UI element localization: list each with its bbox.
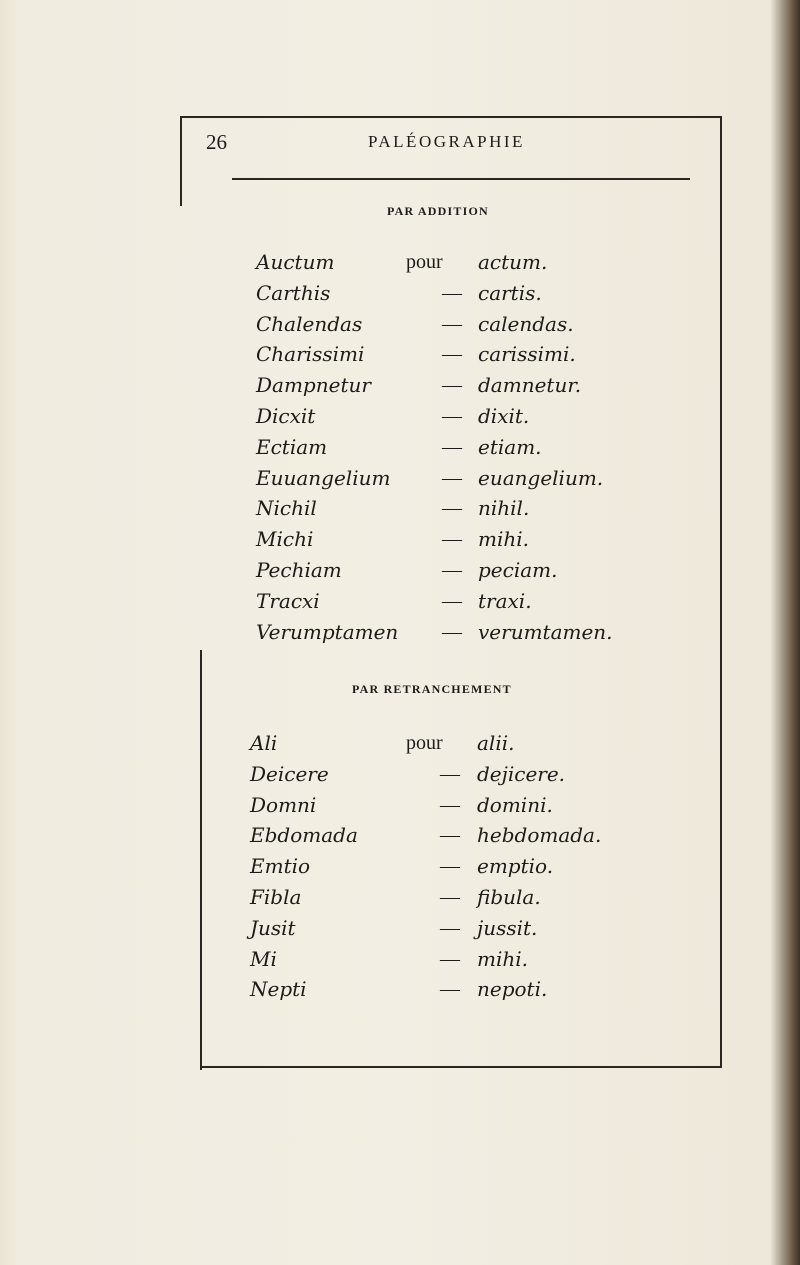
entry-gloss: cartis.	[478, 280, 542, 305]
entry-gloss: etiam.	[478, 434, 542, 459]
entry-gloss: emptio.	[477, 854, 554, 879]
entry-term: Emtio	[250, 854, 311, 879]
entry-dash: —	[442, 589, 462, 612]
entry-gloss: peciam.	[478, 558, 558, 582]
entry-dash: —	[442, 497, 462, 520]
entry-term: Michi	[256, 527, 314, 552]
entry-term: Mi	[250, 946, 277, 971]
entry-gloss: dixit.	[478, 404, 530, 428]
entry-gloss: dejicere.	[477, 761, 566, 786]
entry-term: Chalendas	[256, 311, 363, 336]
entry-gloss: jussit.	[477, 915, 538, 940]
entry-dash: —	[440, 793, 460, 816]
entry-dash: —	[440, 824, 460, 847]
entry-term: Pechiam	[256, 558, 342, 582]
entry-term: Dicxit	[256, 404, 316, 428]
entry-term: Charissimi	[256, 342, 365, 367]
entry-dash: —	[442, 435, 462, 458]
entry-term: Verumptamen	[256, 619, 399, 644]
entry-term: Jusit	[250, 915, 296, 940]
frame-border-bottom	[200, 1066, 722, 1068]
header-rule	[232, 178, 690, 180]
section-title-retranchement: PAR RETRANCHEMENT	[352, 682, 512, 696]
entry-dash: —	[442, 405, 462, 427]
entry-gloss: damnetur.	[478, 373, 582, 398]
entry-term: Tracxi	[256, 588, 320, 613]
entry-dash: —	[442, 312, 462, 335]
entry-dash: —	[440, 886, 460, 908]
entry-term: Dampnetur	[256, 373, 371, 398]
page-number: 26	[206, 130, 227, 154]
entry-dash: —	[442, 559, 462, 581]
entry-gloss: traxi.	[478, 588, 532, 613]
running-head: PALÉOGRAPHIE	[368, 132, 525, 151]
section-title-addition: PAR ADDITION	[387, 204, 489, 218]
entry-dash: —	[442, 343, 462, 366]
entry-gloss: domini.	[477, 792, 553, 817]
entry-term: Deicere	[250, 761, 329, 786]
entry-gloss: mihi.	[477, 946, 528, 971]
entry-gloss: fibula.	[477, 885, 541, 909]
entry-term: Ebdomada	[250, 823, 358, 848]
frame-border-left-upper	[180, 116, 182, 206]
entry-term: Ali	[250, 731, 278, 755]
entry-term: Nichil	[256, 496, 317, 521]
entry-dash: —	[440, 762, 460, 785]
entry-term: Domni	[250, 792, 317, 817]
entry-term: Auctum	[256, 250, 335, 274]
entry-dash: —	[440, 916, 460, 939]
entry-gloss: carissimi.	[478, 342, 576, 367]
frame-border-left-lower	[200, 650, 202, 1070]
entry-term: Fibla	[250, 885, 302, 909]
entry-gloss: actum.	[478, 250, 548, 274]
entry-connector-pour: pour	[406, 251, 443, 273]
entry-dash: —	[442, 528, 462, 551]
entry-gloss: hebdomada.	[477, 823, 602, 848]
entry-dash: —	[440, 855, 460, 878]
entry-term: Ectiam	[256, 434, 328, 459]
entry-dash: —	[442, 466, 462, 489]
entry-dash: —	[440, 978, 460, 1001]
entry-gloss: alii.	[477, 731, 515, 755]
entry-gloss: verumtamen.	[478, 619, 613, 644]
entry-dash: —	[442, 281, 462, 304]
frame-border-top	[180, 116, 722, 118]
entry-gloss: euangelium.	[478, 465, 604, 490]
entry-gloss: nihil.	[478, 496, 530, 521]
entry-gloss: mihi.	[478, 527, 529, 552]
entry-term: Nepti	[250, 977, 307, 1002]
entry-term: Euuangelium	[256, 465, 391, 490]
entry-dash: —	[440, 947, 460, 970]
entry-term: Carthis	[256, 280, 331, 305]
entry-gloss: calendas.	[478, 311, 574, 336]
frame-border-right	[720, 116, 722, 1068]
entry-connector-pour: pour	[406, 732, 443, 754]
entry-gloss: nepoti.	[477, 977, 548, 1002]
entry-dash: —	[442, 374, 462, 397]
entry-dash: —	[442, 620, 462, 643]
